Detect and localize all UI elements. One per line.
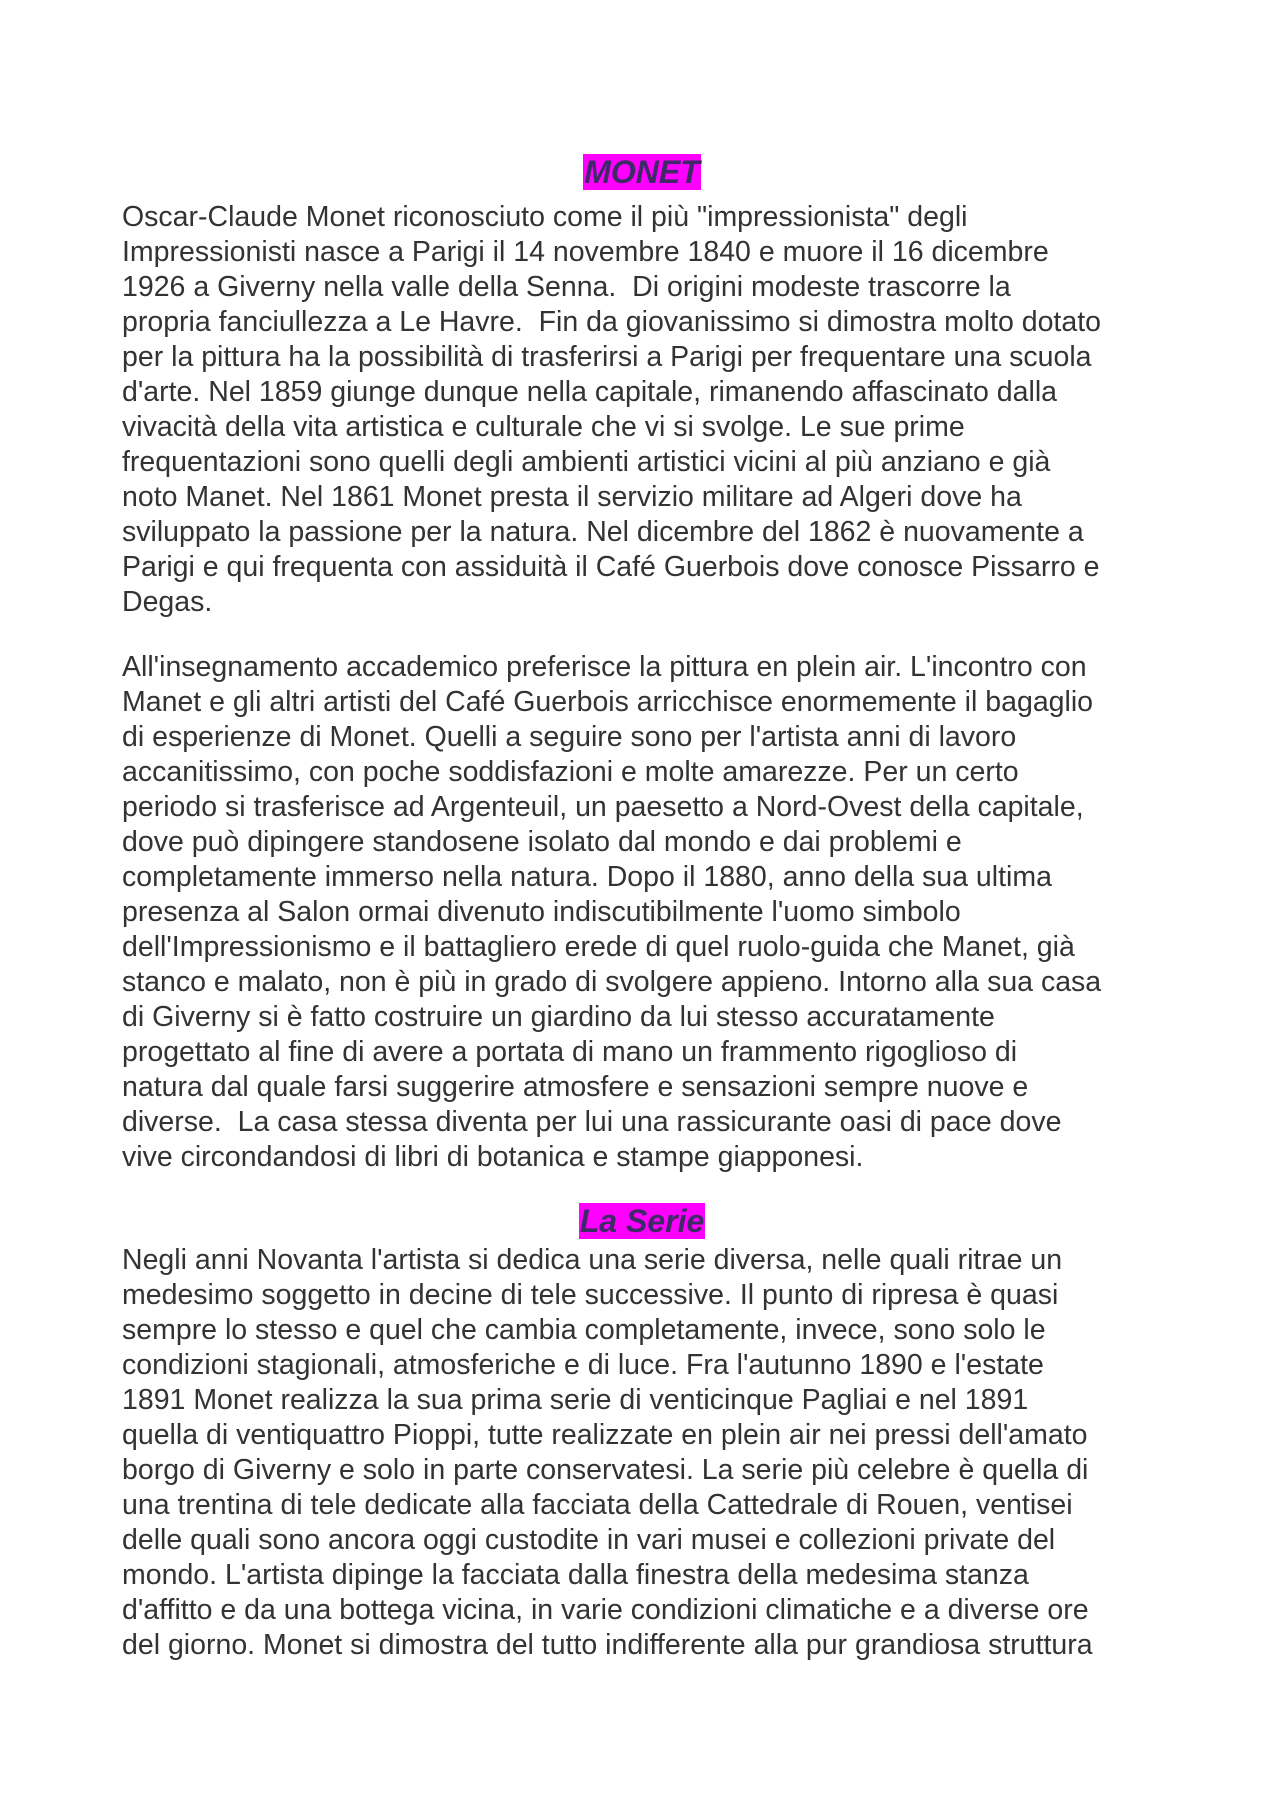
section-title-text: La Serie bbox=[579, 1203, 705, 1239]
paragraph-career: All'insegnamento accademico preferisce la pittura en plein air. L'incontro con Manet e gli altri artisti del Café Guerbois arricchisce enormemente il bagaglio di esperienze di Monet. Quelli a seguire sono per l'artista anni di lavoro accanitissimo, con poche soddisfazioni e molte amarezze. Per un certo periodo si trasferisce ad Argenteuil, un paesetto a Nord-Ovest della capitale, dove può dipingere standosene isolato dal mondo e dai problemi e completamente immerso nella natura. Dopo il 1880, anno della sua ultima presenza al Salon ormai divenuto indiscutibilmente l'uomo simbolo dell'Impressionismo e il battagliero erede di quel ruolo-guida che Manet, già stanco e malato, non è più in grado di svolgere appieno. Intorno alla sua casa di Giverny si è fatto costruire un giardino da lui stesso accuratamente progettato al fine di avere a portata di mano un frammento rigoglioso di natura dal quale farsi suggerire atmosfere e sensazioni sempre nuove e diverse. La casa stessa diventa per lui una rassicurante oasi di pace dove vive circondandosi di libri di botanica e stampe giapponesi. bbox=[122, 651, 1102, 1173]
paragraph-biography: Oscar-Claude Monet riconosciuto come il più "impressionista" degli Impressionisti nasce a Parigi il 14 novembre 1840 e muore il 16 dicembre 1926 a Giverny nella valle della Senna. Di origini modeste trascorre la propria fanciullezza a Le Havre. Fin da giovanissimo si dimostra molto dotato per la pittura ha la possibilità di trasferirsi a Parigi per frequentare una scuola d'arte. Nel 1859 giunge dunque nella capitale, rimanendo affascinato dalla vivacità della vita artistica e culturale che vi si svolge. Le sue prime frequentazioni sono quelli degli ambienti artistici vicini al più anziano e già noto Manet. Nel 1861 Monet presta il servizio militare ad Algeri dove ha sviluppato la passione per la natura. Nel dicembre del 1862 è nuovamente a Parigi e qui frequenta con assiduità il Café Guerbois dove conosce Pissarro e Degas. bbox=[122, 201, 1101, 618]
section-title bbox=[122, 1199, 1162, 1243]
document-body bbox=[122, 150, 1162, 1663]
document-title bbox=[122, 150, 1162, 194]
paragraph-series: Negli anni Novanta l'artista si dedica una serie diversa, nelle quali ritrae un medesimo soggetto in decine di tele successive. Il punto di ripresa è quasi sempre lo stesso e quel che cambia completamente, invece, sono solo le condizioni stagionali, atmosferiche e di luce. Fra l'autunno 1890 e l'estate 1891 Monet realizza la sua prima serie di venticinque Pagliai e nel 1891 quella di ventiquattro Pioppi, tutte realizzate en plein air nei pressi dell'amato borgo di Giverny e solo in parte conservatesi. La serie più celebre è quella di una trentina di tele dedicate alla facciata della Cattedrale di Rouen, ventisei delle quali sono ancora oggi custodite in vari musei e collezioni private del mondo. L'artista dipinge la facciata dalla finestra della medesima stanza d'affitto e da una bottega vicina, in varie condizioni climatiche e a diverse ore del giorno. Monet si dimostra del tutto indifferente alla pur grandiosa struttura bbox=[122, 1244, 1093, 1661]
document-title-text: MONET bbox=[584, 154, 700, 190]
